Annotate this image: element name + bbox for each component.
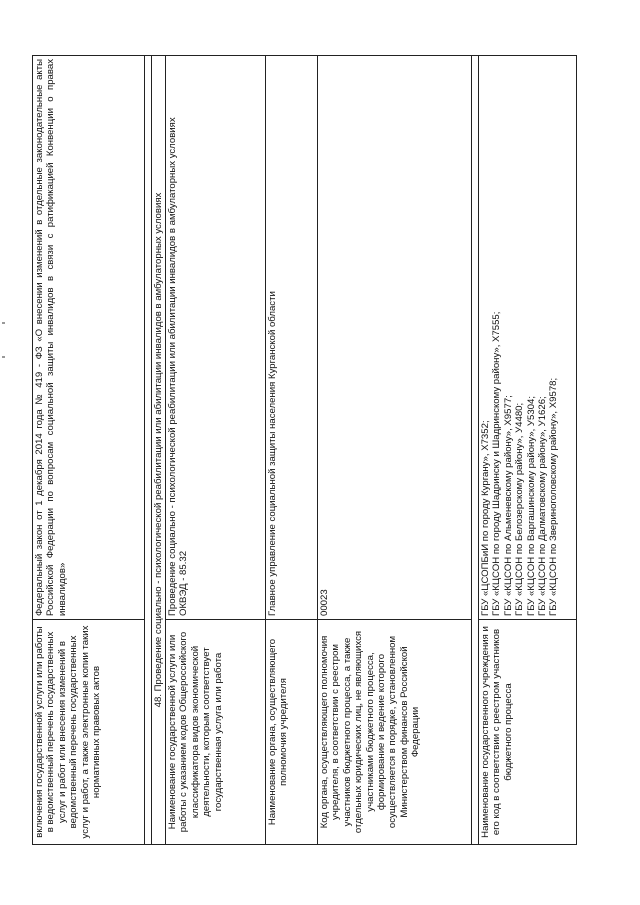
row-label: включения государственной услуги или работы в ведомственный перечень государственных услуг и работ или внесения изменений в ведомственный перечень государственных услуг и работ, а также электронные копии таких нормативных правовых актов <box>33 620 145 845</box>
value-line: ГБУ «КЦСОН по городу Шадринску и Шадринскому району», Х7555; <box>491 311 503 616</box>
value-line: ГБУ «КЦСОН по Далматовскому району», У1626; <box>537 396 549 616</box>
scan-mark <box>2 356 5 358</box>
spacer-row <box>145 56 152 845</box>
value-line: ГБУ «КЦСОН по Варгашинскому району», У5304; <box>525 395 537 616</box>
table-row <box>318 56 472 845</box>
rotated-page <box>32 55 577 845</box>
scan-mark <box>2 322 5 324</box>
section-header-row <box>152 56 166 845</box>
spacer-row <box>472 56 479 845</box>
table-row <box>266 56 318 845</box>
table-row <box>33 56 145 845</box>
value-line: ГБУ «КЦСОН по Звериноголовскому району», Х9578; <box>548 377 560 616</box>
spacer <box>472 56 479 845</box>
value-line: ГБУ «КЦСОН по Белозерскому району», У4480; <box>514 402 526 616</box>
row-label: Наименование государственной услуги или работы с указанием кодов Общероссийского классификатора видов экономической деятельности, которым соответствует государственная услуга или работа <box>166 620 266 845</box>
spacer <box>145 56 152 845</box>
row-value: Федеральный закон от 1 декабря 2014 года № 419 - ФЗ «О внесении изменений в отдельные законодательные акты Российской Федерации по вопросам социальной защиты инвалидов в связи с ратификацией Конвенции о правах инвалидов» <box>33 56 145 620</box>
value-line: ГБУ «КЦСОН по Альменевскому району», Х9577; <box>502 395 514 616</box>
row-value <box>479 56 577 620</box>
section-title: 48. Проведение социально - психологической реабилитации или абилитации инвалидов в амбулаторных условиях <box>152 56 166 845</box>
table-row <box>479 56 577 845</box>
value-line: Проведение социально - психологической реабилитации или абилитации инвалидов в амбулаторных условиях <box>167 117 178 616</box>
row-value <box>166 56 266 620</box>
service-register-table <box>32 55 577 845</box>
row-label: Наименование государственного учреждения и его код в соответствии с реестром участников бюджетного процесса <box>479 620 577 845</box>
table-row <box>166 56 266 845</box>
row-label: Код органа, осуществляющего полномочия учредителя, в соответствии с реестром участников бюджетного процесса, а также отдельных юридических лиц, не являющихся участниками бюджетного процесса, формирование и ведение которого осуществляется в порядке, установленном Министерством финансов Российской Федерации <box>318 620 472 845</box>
row-value: 00023 <box>318 56 472 620</box>
row-label: Наименование органа, осуществляющего полномочия учредителя <box>266 620 318 845</box>
value-line: ОКВЭД - 85.32 <box>178 550 190 616</box>
row-value: Главное управление социальной защиты населения Курганской области <box>266 56 318 620</box>
value-line: ГБУ «ЦСОПБиИ по городу Кургану», Х7352; <box>480 420 491 616</box>
